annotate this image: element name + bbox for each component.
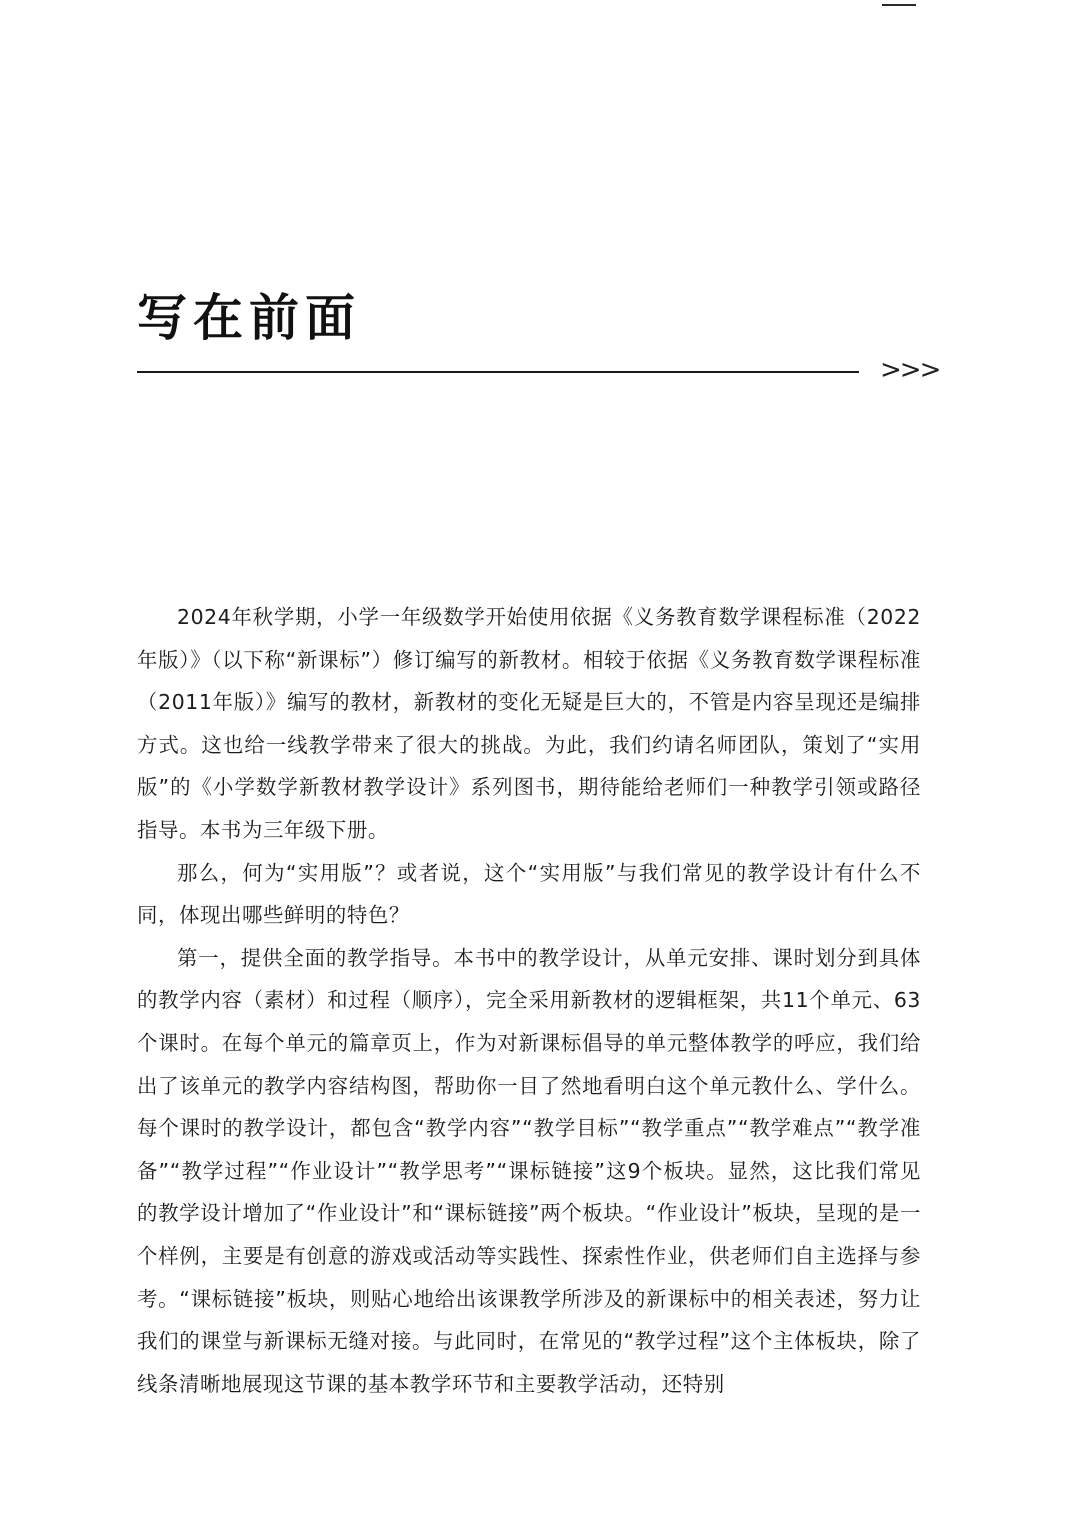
paragraph-1: 2024年秋学期，小学一年级数学开始使用依据《义务教育数学课程标准（2022年版）》（以下称“新课标”）修订编写的新教材。相较于依据《义务教育数学课程标准（2011年版）》编写的教材，新教材的变化无疑是巨大的，不管是内容呈现还是编排方式。这也给一线教学带来了很大的挑战。为此，我们约请名师团队，策划了“实用版”的《小学数学新教材教学设计》系列图书，期待能给老师们一种教学引领或路径指导。本书为三年级下册。 <box>137 605 921 842</box>
page-title: 写在前面 <box>137 288 361 347</box>
title-chevron-decoration: >>> <box>880 355 940 385</box>
body-text <box>137 596 921 1405</box>
paragraph-2: 那么，何为“实用版”？或者说，这个“实用版”与我们常见的教学设计有什么不同，体现出哪些鲜明的特色？ <box>137 860 921 928</box>
top-edge-mark <box>882 4 916 6</box>
paragraph-3: 第一，提供全面的教学指导。本书中的教学设计，从单元安排、课时划分到具体的教学内容（素材）和过程（顺序），完全采用新教材的逻辑框架，共11个单元、63个课时。在每个单元的篇章页上，作为对新课标倡导的单元整体教学的呼应，我们给出了该单元的教学内容结构图，帮助你一目了然地看明白这个单元教什么、学什么。每个课时的教学设计，都包含“教学内容”“教学目标”“教学重点”“教学难点”“教学准备”“教学过程”“作业设计”“教学思考”“课标链接”这9个板块。显然，这比我们常见的教学设计增加了“作业设计”和“课标链接”两个板块。“作业设计”板块，呈现的是一个样例，主要是有创意的游戏或活动等实践性、探索性作业，供老师们自主选择与参考。“课标链接”板块，则贴心地给出该课教学所涉及的新课标中的相关表述，努力让我们的课堂与新课标无缝对接。与此同时，在常见的“教学过程”这个主体板块，除了线条清晰地展现这节课的基本教学环节和主要教学活动，还特别 <box>137 945 921 1396</box>
title-underline-rule <box>137 371 859 373</box>
